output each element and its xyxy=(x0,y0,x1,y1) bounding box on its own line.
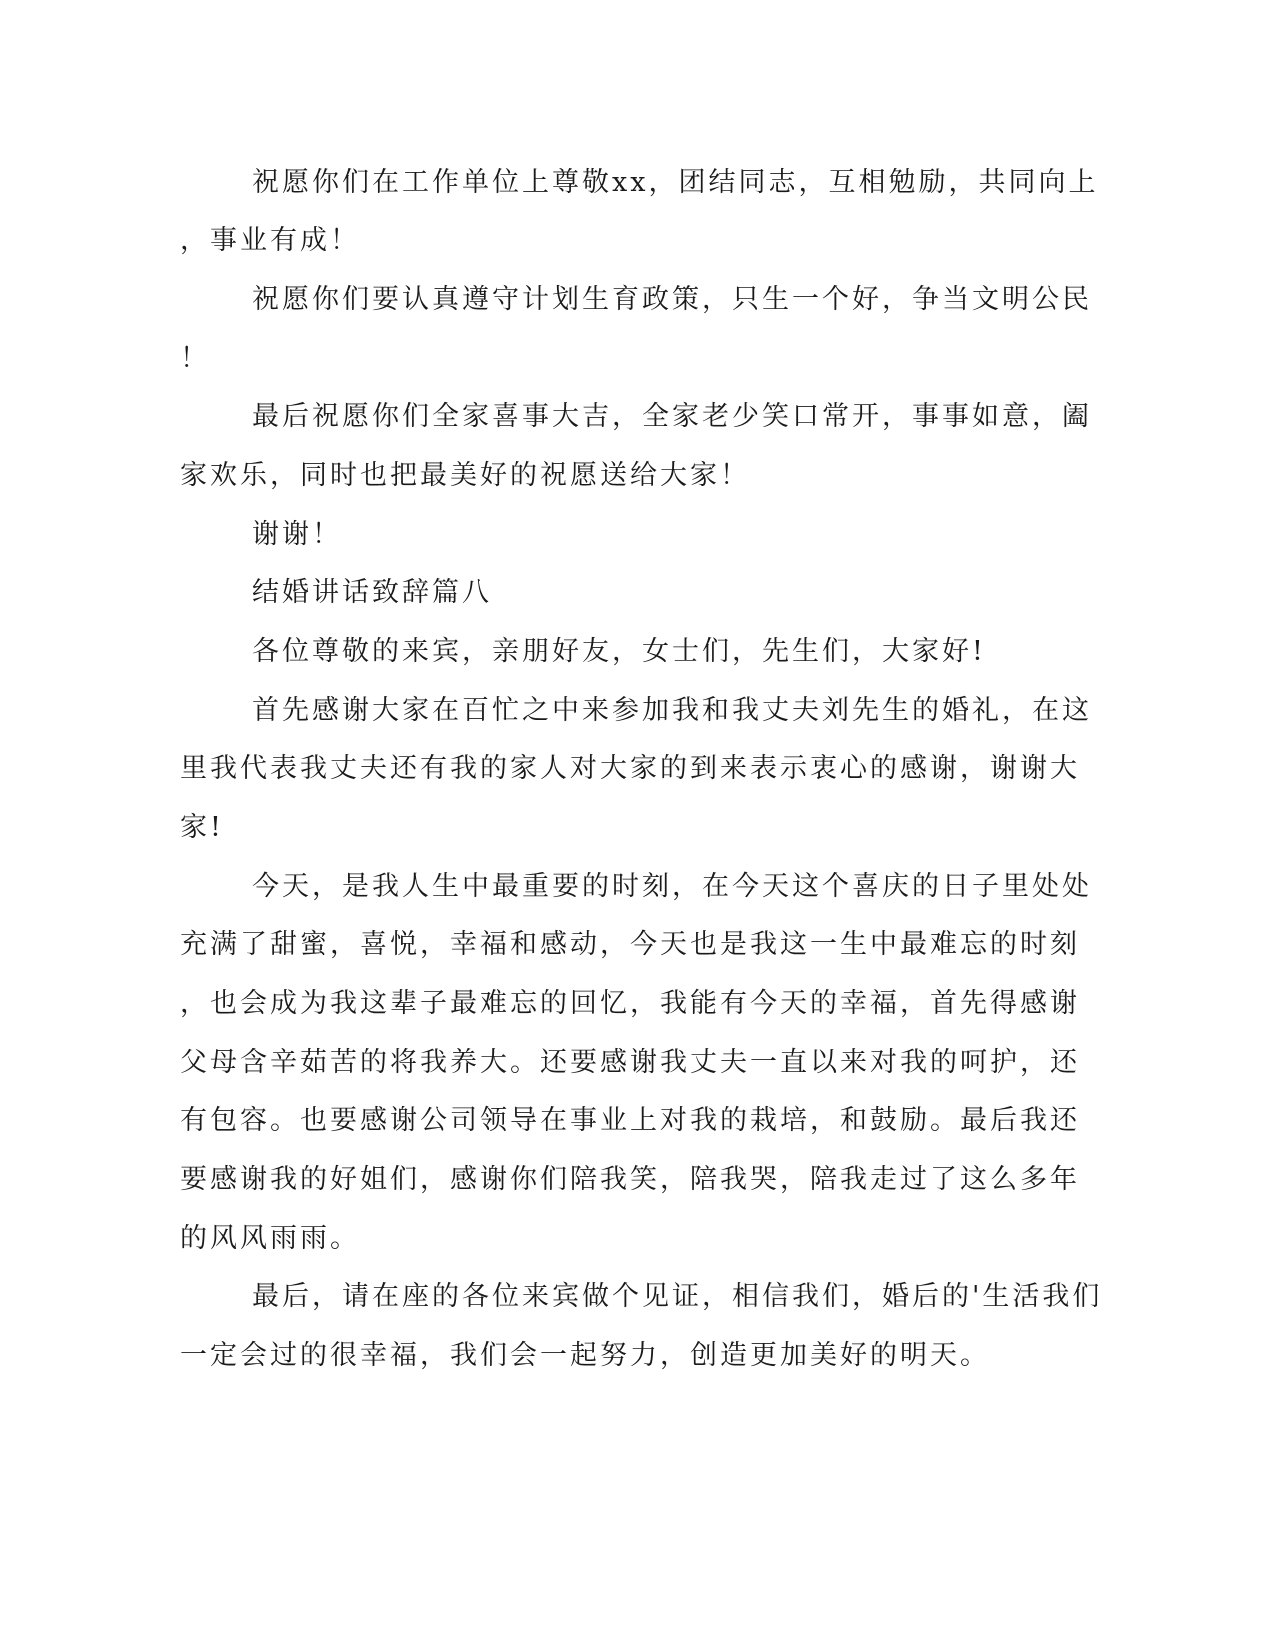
text-line: ，事业有成！ xyxy=(180,225,360,256)
text-line: 今天，是我人生中最重要的时刻，在今天这个喜庆的日子里处处 xyxy=(252,871,1092,902)
text-line: 家! xyxy=(180,812,224,843)
text-line: 最后祝愿你们全家喜事大吉，全家老少笑口常开，事事如意，阖 xyxy=(252,401,1092,432)
text-line: 首先感谢大家在百忙之中来参加我和我丈夫刘先生的婚礼，在这 xyxy=(252,695,1092,726)
text-line: 充满了甜蜜，喜悦，幸福和感动，今天也是我这一生中最难忘的时刻 xyxy=(180,929,1080,960)
text-line: 祝愿你们在工作单位上尊敬xx，团结同志，互相勉励，共同向上 xyxy=(252,167,1099,198)
text-line: 最后，请在座的各位来宾做个见证，相信我们，婚后的'生活我们 xyxy=(252,1281,1103,1312)
text-line: 的风风雨雨。 xyxy=(180,1223,360,1254)
section-heading: 结婚讲话致辞篇八 xyxy=(252,577,492,608)
text-line: 谢谢！ xyxy=(252,519,342,550)
text-line: 要感谢我的好姐们，感谢你们陪我笑，陪我哭，陪我走过了这么多年 xyxy=(180,1164,1080,1195)
text-line: 各位尊敬的来宾，亲朋好友，女士们，先生们，大家好! xyxy=(252,636,986,667)
text-line: 里我代表我丈夫还有我的家人对大家的到来表示衷心的感谢，谢谢大 xyxy=(180,753,1080,784)
text-line: ！ xyxy=(180,343,210,374)
text-line: 家欢乐，同时也把最美好的祝愿送给大家！ xyxy=(180,460,750,491)
text-line: 祝愿你们要认真遵守计划生育政策，只生一个好，争当文明公民 xyxy=(252,284,1092,315)
text-line: 父母含辛茹苦的将我养大。还要感谢我丈夫一直以来对我的呵护，还 xyxy=(180,1047,1080,1078)
text-line: 有包容。也要感谢公司领导在事业上对我的栽培，和鼓励。最后我还 xyxy=(180,1105,1080,1136)
text-line: 一定会过的很幸福，我们会一起努力，创造更加美好的明天。 xyxy=(180,1340,990,1371)
text-line: ，也会成为我这辈子最难忘的回忆，我能有今天的幸福，首先得感谢 xyxy=(180,988,1080,1019)
